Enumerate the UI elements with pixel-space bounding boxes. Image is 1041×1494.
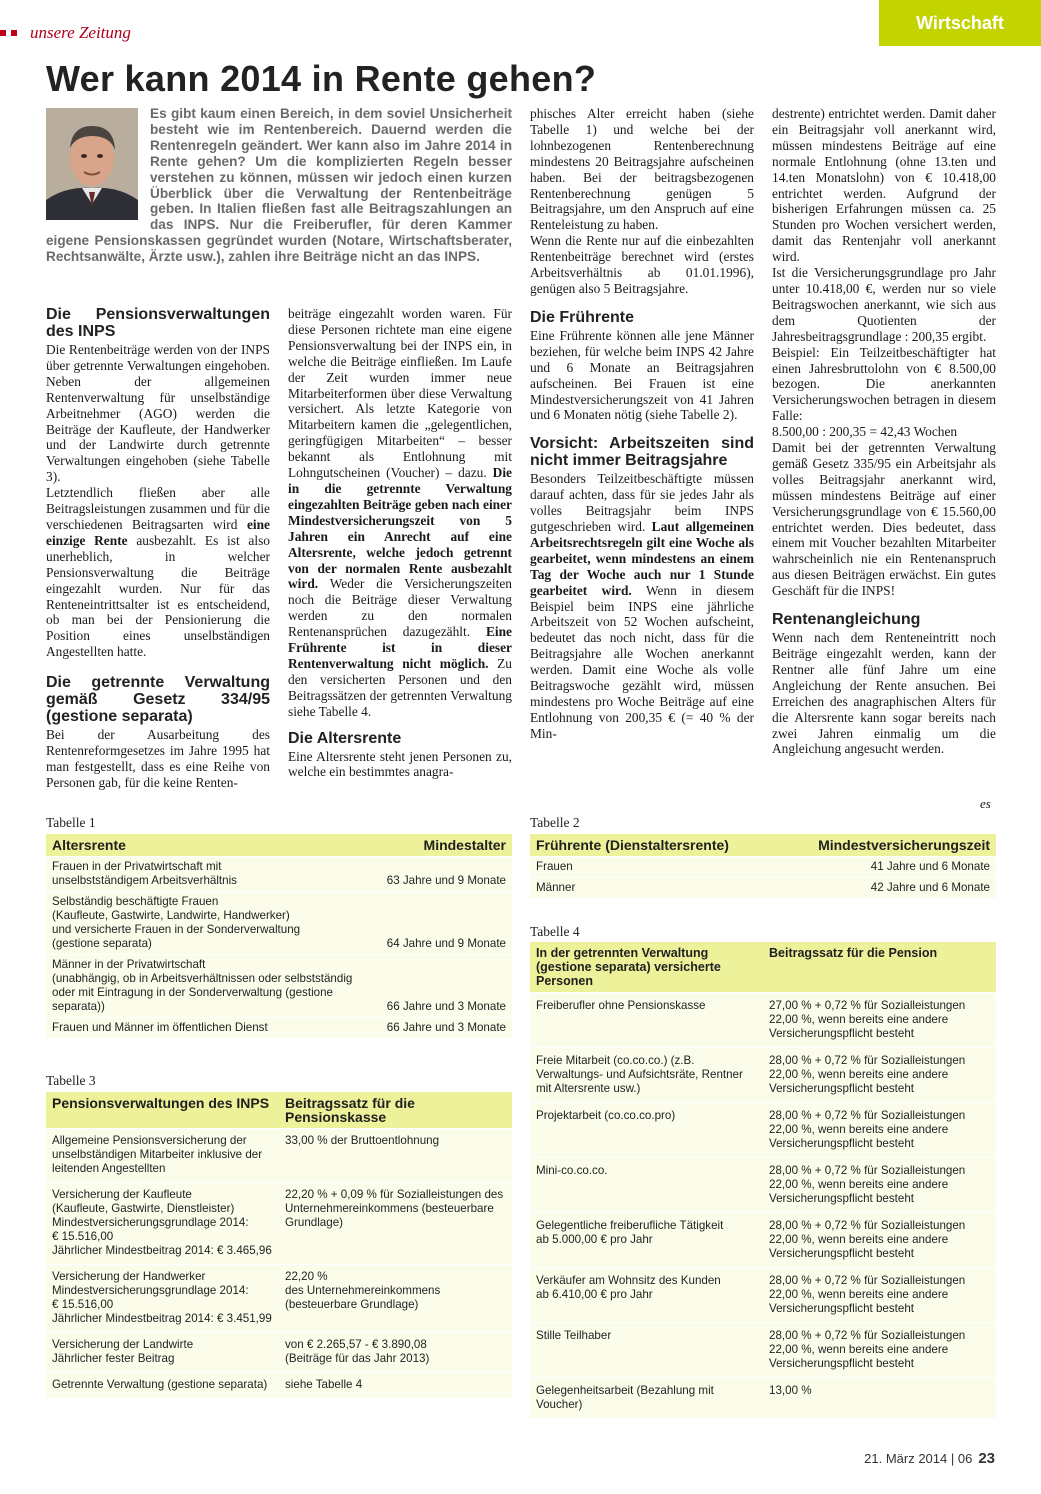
table-header-cell: Altersrente [46, 834, 381, 857]
table-header-cell: Beitragssatz für die Pension [763, 942, 996, 993]
subheading: Rentenangleichung [772, 611, 921, 629]
table-cell: Frauen in der Privatwirtschaft mit unselbstständigem Arbeitsverhältnis [46, 857, 381, 892]
paragraph: Beispiel: Ein Teilzeitbeschäftigter hat einen Jahresbruttolohn von € 8.500,00 bezogen. Die anerkannten Versicherungswochen betragen in diesem Falle: [772, 344, 996, 424]
table-cell: 28,00 % + 0,72 % für Sozialleistungen 22,00 %, wenn bereits eine andere Versicherungspflicht besteht [763, 1158, 996, 1213]
brand-mark-icon [0, 30, 6, 36]
article-column-4 [772, 106, 996, 757]
paragraph: Bei der Ausarbeitung des Rentenreformgesetzes im Jahre 1995 hat man festgestellt, dass es eine Reihe von Personen gab, für die keine Renten- [46, 727, 270, 790]
table-header-cell: Mindestalter [381, 834, 512, 857]
table-cell: 41 Jahre und 6 Monate [776, 857, 996, 878]
table-cell: 33,00 % der Bruttoentlohnung [279, 1129, 512, 1183]
table-header-row [46, 834, 512, 857]
table-cell: Projektarbeit (co.co.co.pro) [530, 1103, 763, 1158]
article-column-3 [530, 106, 754, 742]
subheading: Die Pensionsverwaltungen des INPS [46, 306, 270, 340]
table-cell: 13,00 % [763, 1378, 996, 1419]
table-cell: Verkäufer am Wohnsitz des Kunden ab 6.410,00 € pro Jahr [530, 1268, 763, 1323]
table-cell: 28,00 % + 0,72 % für Sozialleistungen 22,00 %, wenn bereits eine andere Versicherungspflicht besteht [763, 1213, 996, 1268]
table-row [46, 1129, 512, 1183]
paragraph: Wenn die Rente nur auf die einbezahlten Rentenbeiträge berechnet wird (erstes Arbeitsverhältnis ab 01.01.1996), genügen also 5 Beitragsjahre. [530, 233, 754, 296]
table-4-caption: Tabelle 4 [530, 924, 580, 939]
table-row [530, 1048, 996, 1103]
table-cell: Gelegenheitsarbeit (Bezahlung mit Voucher) [530, 1378, 763, 1419]
table-cell: 22,20 % + 0,09 % für Sozialleistungen des Unternehmereinkommens (besteuerbare Grundlage) [279, 1183, 512, 1265]
table-header-row [530, 942, 996, 993]
table-cell: 28,00 % + 0,72 % für Sozialleistungen 22,00 %, wenn bereits eine andere Versicherungspflicht besteht [763, 1268, 996, 1323]
table-cell: 63 Jahre und 9 Monate [381, 857, 512, 892]
table-cell: 28,00 % + 0,72 % für Sozialleistungen 22,00 %, wenn bereits eine andere Versicherungspflicht besteht [763, 1323, 996, 1378]
table-row [530, 1213, 996, 1268]
table-cell: Männer in der Privatwirtschaft (unabhängig, ob in Arbeitsverhältnissen oder selbstständig oder mit Eintragung in der Sonderverwaltung (gestione separata)) [46, 955, 381, 1018]
table-cell: von € 2.265,57 - € 3.890,08 (Beiträge für das Jahr 2013) [279, 1333, 512, 1373]
table-cell: Männer [530, 878, 776, 899]
table-1-caption: Tabelle 1 [46, 815, 96, 830]
paragraph: Besonders Teilzeitbeschäftigte müssen darauf achten, dass für sie jedes Jahr als volles Beitragsjahr beim INPS gutgeschrieben wird. Laut allgemeinen Arbeitsrechtsregeln gilt eine Woche als gearbeitet, wenn mindestens an einem Tag der Woche auch nur 1 Stunde gearbeitet wird. Wenn in diesem Beispiel beim INPS eine jährliche Arbeitszeit von 52 Wochen aufscheint, bedeutet das noch nicht, dass für die Beitragsjahre alle Wochen anerkannt werden. Damit eine Woche als volle Beitragswoche gezählt wird, müssen mindestens pro Woche Beiträge auf eine Entlohnung von 200,35 € (= 40 % der Min- [530, 471, 755, 741]
table-2-caption: Tabelle 2 [530, 815, 580, 830]
table-row [530, 1323, 996, 1378]
article-column-2 [288, 306, 512, 780]
table-header-cell: In der getrennten Verwaltung (gestione separata) versicherte Personen [530, 942, 763, 993]
table-header-cell: Beitragssatz für die Pensionskasse [279, 1092, 512, 1129]
table-row [46, 1018, 512, 1039]
subheading: Die Altersrente [288, 729, 402, 747]
table-header-row [530, 834, 996, 857]
table-row [530, 1378, 996, 1419]
headline: Wer kann 2014 in Rente gehen? [46, 58, 597, 99]
table-header-cell: Frührente (Dienstaltersrente) [530, 834, 776, 857]
table-3 [46, 1092, 512, 1398]
subheading: Vorsicht: Arbeitszeiten sind nicht immer Beitragsjahre [530, 435, 754, 470]
table-cell: Freie Mitarbeit (co.co.co.) (z.B. Verwaltungs- und Aufsichtsräte, Rentner mit Altersrente usw.) [530, 1048, 763, 1103]
table-2 [530, 834, 996, 898]
table-row [46, 1373, 512, 1399]
table-row [530, 1103, 996, 1158]
table-row [530, 878, 996, 899]
table-cell: Frauen [530, 857, 776, 878]
paragraph: Letztendlich fließen aber alle Beitragsleistungen zusammen und für die verschiedenen Beitragsarten wird eine einzige Rente ausbezahlt. Es ist also unerheblich, in welcher Pensionsverwaltung die Beiträge eingezahlt wurden. Nur für das Renteneintrittsalter ist es entscheidend, ob man bei der Pensionierung die Position eines unselbständigen Angestellten hatte. [46, 485, 270, 660]
table-cell: Versicherung der Handwerker Mindestversicherungsgrundlage 2014: € 15.516,00 Jährlicher Mindestbeitrag 2014: € 3.451,99 [46, 1265, 279, 1333]
table-cell: 27,00 % + 0,72 % für Sozialleistungen 22,00 %, wenn bereits eine andere Versicherungspflicht besteht [763, 993, 996, 1048]
table-cell: 28,00 % + 0,72 % für Sozialleistungen 22,00 %, wenn bereits eine andere Versicherungspflicht besteht [763, 1103, 996, 1158]
paragraph: Ist die Versicherungsgrundlage pro Jahr unter 10.418,00 €, werden nur so viele Beitragswochen anerkannt, wie sich aus dem Quotienten der Jahresbeitragsgrundlage : 200,35 ergibt. [772, 265, 996, 344]
table-row [530, 993, 996, 1048]
brand-name: unsere Zeitung [30, 23, 131, 42]
paragraph: destrente) entrichtet werden. Damit daher ein Beitragsjahr voll anerkannt wird, müssen mindestens Beiträge auf eine normale Entlohnung (ohne 13.ten und 14.ten Monatslohn) von € 10.418,00 entrichtet werden. Aufgrund der bisherigen Erfahrungen müssen ca. 25 Stunden pro Wochen versichert werden, damit das Rentenjahr voll anerkannt wird. [772, 106, 996, 265]
author-signature: es [980, 796, 991, 811]
table-header-row [46, 1092, 512, 1129]
table-cell: siehe Tabelle 4 [279, 1373, 512, 1399]
table-cell: Frauen und Männer im öffentlichen Dienst [46, 1018, 381, 1039]
section-label: Wirtschaft [879, 0, 1041, 46]
table-cell: Stille Teilhaber [530, 1323, 763, 1378]
table-row [46, 857, 512, 892]
paragraph: beiträge eingezahlt worden waren. Für diese Personen richtete man eine eigene Pensionsverwaltung bei der INPS ein, in welche die Beiträge einfließen. Im Laufe der Zeit wurden immer neue Mitarbeiterformen über diese Verwaltung versichert. Als letzte Kategorie von Mitarbeitern kamen die „gelegentlichen, geringfügigen Mitarbeiten“ – besser bekannt als Entlohnung mit Lohngutscheinen (Voucher) – dazu. Die in die getrennte Verwaltung eingezahlten Beiträge geben nach einer Mindestversicherungszeit von 5 Jahren ein Anrecht auf eine Altersrente, welche jedoch getrennt von der normalen Rente ausbezahlt wird. Weder die Versicherungszeiten noch die Beiträge dieser Verwaltung werden zu den normalen Rentenansprüchen dazugezählt. Eine Frührente ist in dieser Rentenverwaltung nicht möglich. Zu den versicherten Personen und den Beitragssätzen der getrennten Verwaltung siehe Tabelle 4. [288, 306, 512, 719]
paragraph: 8.500,00 : 200,35 = 42,43 Wochen [772, 424, 958, 440]
table-row [530, 857, 996, 878]
table-cell: Getrennte Verwaltung (gestione separata) [46, 1373, 279, 1399]
table-cell: Mini-co.co.co. [530, 1158, 763, 1213]
issue-date: 21. März 2014 | 06 [864, 1451, 973, 1466]
paragraph: Damit bei der getrennten Verwaltung gemäß Gesetz 335/95 ein Arbeitsjahr als volles Beitragsjahr anerkannt wird, müssen mindestens Beiträge auf einer Versicherungsgrundlage von € 15.560,00 entrichtet werden. Dies bedeutet, dass einem mit Voucher bezahlten Mitarbeiter wahrscheinlich nie ein Rentenanspruch aus diesen Beiträgen erwächst. Ein gutes Geschäft für die INPS! [772, 440, 996, 599]
table-row [46, 892, 512, 955]
table-row [46, 1183, 512, 1265]
table-header-cell: Pensionsverwaltungen des INPS [46, 1092, 279, 1129]
brand-mark-icon [11, 30, 17, 36]
table-row [530, 1158, 996, 1213]
paragraph: Eine Altersrente steht jenen Personen zu, welche ein bestimmtes anagra- [288, 748, 512, 780]
paragraph: Die Rentenbeiträge werden von der INPS über getrennte Verwaltungen eingehoben. Neben der allgemeinen Rentenverwaltung für unselbständige Arbeitnehmer (AGO) werden die Beiträge der Kaufleute, der Handwerker und der Landwirte durch getrennte Verwaltungen eingehoben (siehe Tabelle 3). [46, 342, 270, 485]
table-cell: Selbständig beschäftigte Frauen (Kaufleute, Gastwirte, Landwirte, Handwerker) und versicherte Frauen in der Sonderverwaltung (gestione separata) [46, 892, 381, 955]
table-cell: Freiberufler ohne Pensionskasse [530, 993, 763, 1048]
table-3-caption: Tabelle 3 [46, 1073, 96, 1088]
intro-lead [46, 106, 512, 265]
page-footer [864, 1450, 995, 1467]
page-number: 23 [978, 1450, 995, 1467]
paragraph: Wenn nach dem Renteneintritt noch Beiträge eingezahlt werden, kann der Rentner alle fünf Jahre um eine Angleichung der Rente ansuchen. Bei Erreichen des anagraphischen Alters für die Altersrente kann sogar bereits nach zwei Jahren einmalig um die Angleichung angesucht werden. [772, 630, 996, 757]
table-cell: Versicherung der Landwirte Jährlicher fester Beitrag [46, 1333, 279, 1373]
table-1 [46, 834, 512, 1038]
brand [0, 20, 131, 46]
table-header-cell: Mindestversicherungszeit [776, 834, 996, 857]
table-cell: 64 Jahre und 9 Monate [381, 892, 512, 955]
table-cell: 66 Jahre und 3 Monate [381, 955, 512, 1018]
table-cell: Gelegentliche freiberufliche Tätigkeit ab 5.000,00 € pro Jahr [530, 1213, 763, 1268]
table-cell: 22,20 % des Unternehmereinkommens (besteuerbare Grundlage) [279, 1265, 512, 1333]
subheading: Die getrennte Verwaltung gemäß Gesetz 334/95 (gestione separata) [46, 674, 270, 726]
paragraph: Eine Frührente können alle jene Männer beziehen, für welche beim INPS 42 Jahre und 6 Monate an Beitragsjahren aufscheinen. Bei Frauen ist eine Mindestversicherungszeit von 41 Jahren und 6 Monaten nötig (siehe Tabelle 2). [530, 327, 754, 423]
table-4 [530, 942, 996, 1418]
paragraph: phisches Alter erreicht haben (siehe Tabelle 1) und welche bei der lohnbezogenen Rentenberechnung mindestens 20 Beitragsjahre aufscheinen haben. Bei der beitragsbezogenen Rentenberechnung genügen 5 Beitragsjahre, um den Anspruch auf eine Renteleistung zu haben. [530, 106, 754, 233]
intro-text: Es gibt kaum einen Bereich, in dem soviel Unsicherheit besteht wie im Rentenbereich. Dauernd werden die Rentenregeln geändert. Wer kann also im Jahre 2014 in Rente gehen? Um die komplizierten Regeln besser verstehen zu können, müssen wir jedoch einen kurzen Überblick über die Verwaltung der Rentenbeiträge geben. In Italien fließen fast alle Beitragszahlungen an das INPS. Nur die Freiberufler, für deren Kammer eigene Pensionskassen gegründet wurden (Notare, Wirtschaftsberater, Rechtsanwälte, Ärzte usw.), zahlen ihre Beiträge nicht an das INPS. [46, 106, 512, 265]
table-row [46, 1333, 512, 1373]
table-cell: 28,00 % + 0,72 % für Sozialleistungen 22,00 %, wenn bereits eine andere Versicherungspflicht besteht [763, 1048, 996, 1103]
table-row [530, 1268, 996, 1323]
article-column-1 [46, 296, 270, 791]
table-row [46, 1265, 512, 1333]
table-cell: Allgemeine Pensionsversicherung der unselbständigen Mitarbeiter inklusive der leitenden Angestellten [46, 1129, 279, 1183]
table-cell: 66 Jahre und 3 Monate [381, 1018, 512, 1039]
subheading: Die Frührente [530, 308, 635, 326]
table-row [46, 955, 512, 1018]
table-cell: 42 Jahre und 6 Monate [776, 878, 996, 899]
table-cell: Versicherung der Kaufleute (Kaufleute, Gastwirte, Dienstleister) Mindestversicherungsgrundlage 2014: € 15.516,00 Jährlicher Mindestbeitrag 2014: € 3.465,96 [46, 1183, 279, 1265]
